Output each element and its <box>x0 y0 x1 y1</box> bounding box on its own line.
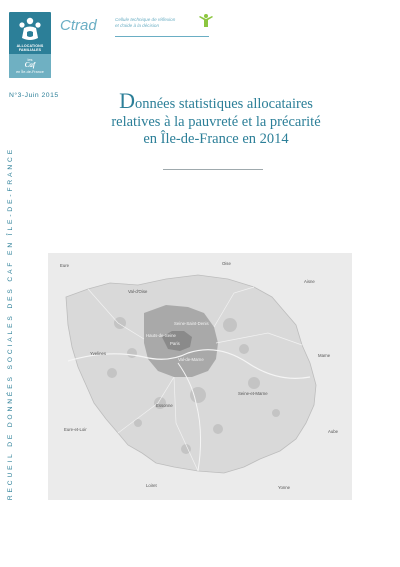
map-label-oise: Oise <box>222 261 231 266</box>
map-label-essonne: Essonne <box>156 403 173 408</box>
title-line2: relatives à la pauvreté et la précarité <box>111 113 321 130</box>
caf-name-line1: ALLOCATIONS <box>16 44 44 48</box>
caf-name-line2: FAMILIALES <box>18 48 42 52</box>
title-dropcap: D <box>119 88 135 113</box>
issue-number: N°3-Juin 2015 <box>9 92 59 99</box>
map-label-seine-saint-denis: Seine-Saint-Denis <box>174 321 209 326</box>
caf-band <box>9 54 51 78</box>
family-emblem-icon <box>16 16 44 42</box>
ctrad-tagline-line2: et d'aide à la décision <box>115 23 160 28</box>
map-label-val-de-marne: Val-de-Marne <box>178 357 204 362</box>
region-map <box>48 253 352 500</box>
map-label-hauts-de-seine: Hauts-de-Seine <box>146 333 176 338</box>
spine <box>3 134 17 514</box>
ctrad-logo-text: Ctrad <box>60 17 97 34</box>
map-label-val-doise: Val-d'Oise <box>128 289 148 294</box>
ctrad-underline <box>115 36 209 37</box>
ctrad-tagline <box>115 17 209 29</box>
title-line1 <box>82 88 350 114</box>
map-label-eure-et-loir: Eure-et-Loir <box>64 427 87 432</box>
title-divider <box>163 169 263 170</box>
title-line3: en Île-de-France en 2014 <box>143 131 289 147</box>
person-arms-up-icon <box>198 13 214 29</box>
caf-logo <box>9 12 51 78</box>
caf-name <box>9 44 51 52</box>
map-label-eure: Eure <box>60 263 70 268</box>
map-label-marne: Marne <box>318 353 331 358</box>
caf-word: Caf <box>24 61 36 69</box>
map-label-aisne: Aisne <box>304 279 315 284</box>
map-label-aube: Aube <box>328 429 339 434</box>
map-label-seine-et-marne: Seine-et-Marne <box>238 391 268 396</box>
spine-text: RECUEIL DE DONNÉES SOCIALES DES CAF EN ÎLE-DE-FRANCE <box>6 147 14 501</box>
caf-region: en Île-de-France <box>16 70 44 74</box>
page-title <box>82 88 350 149</box>
map-label-loiret: Loiret <box>146 483 157 488</box>
ctrad-tagline-line1: Cellule technique de réflexion <box>115 17 176 22</box>
title-line1-rest: onnées statistiques allocataires <box>134 96 313 112</box>
map-graphic <box>48 253 352 500</box>
map-label-paris: Paris <box>170 341 180 346</box>
map-label-yvelines: Yvelines <box>90 351 107 356</box>
caf-sub: les <box>27 57 33 62</box>
map-label-yonne: Yonne <box>278 485 291 490</box>
